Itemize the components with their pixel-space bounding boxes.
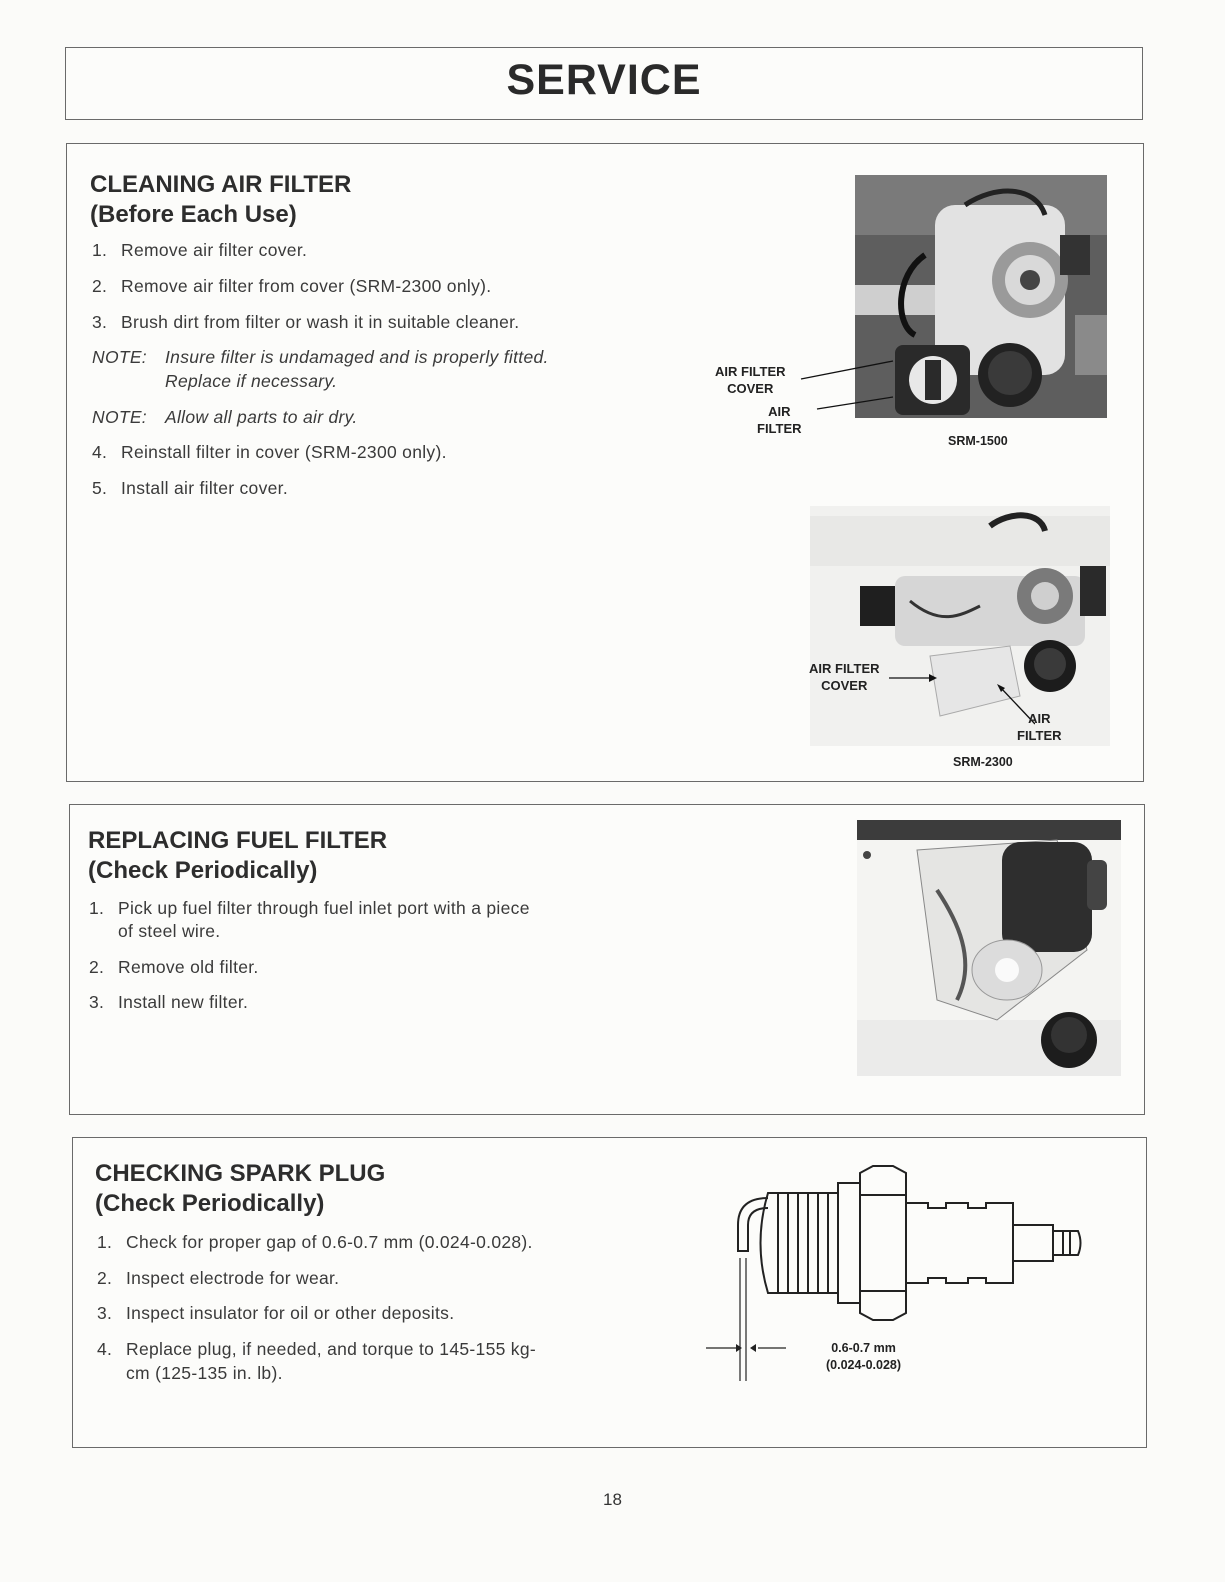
air-filter-title: CLEANING AIR FILTER [90,171,352,198]
air-filter-subtitle: (Before Each Use) [90,201,297,228]
srm2300-callout-lines [885,664,1035,734]
air-filter-steps: 1. Remove air filter cover. 2. Remove air filter from cover (SRM-2300 only). 3. Brush dirt from filter or wash it in suitable cleaner. NOTE: Insure filter is undamaged and is properly fitted. Replace if necessary. NOTE: Allow all parts to air dry. 4. Reinstall filter in cover (SRM-2300 only). 5. Install air filter cover. [92,240,549,498]
page-number: 18 [603,1490,622,1509]
air-filter-heading [90,170,351,230]
spark-plug-steps: 1. Check for proper gap of 0.6-0.7 mm (0.024-0.028). 2. Inspect electrode for wear. 3. Inspect insulator for oil or other deposits. 4. Replace plug, if needed, and torque to 145-155 kg- cm (125-135 in. lb). [97,1232,537,1383]
spark-plug-diagram [698,1163,1108,1383]
fuel-tank-photo [857,820,1121,1076]
spark-plug-title: CHECKING SPARK PLUG [95,1160,386,1187]
page-title: SERVICE [506,56,702,104]
srm1500-callout-lines [797,339,917,419]
srm1500-caption: SRM-1500 [948,434,1008,448]
srm2300-callout-cover: AIR FILTER COVER [809,661,880,693]
title-box [65,47,1143,120]
air-filter-section [66,143,1144,782]
srm1500-callout-filter: AIR FILTER [757,404,802,436]
spark-plug-subtitle: (Check Periodically) [95,1190,325,1217]
srm1500-callout-cover: AIR FILTER COVER [715,364,786,396]
fuel-filter-section [69,804,1145,1115]
fuel-filter-steps: 1. Pick up fuel filter through fuel inlet port with a piece of steel wire. 2. Remove old filter. 3. Install new filter. [89,898,530,1012]
spark-plug-gap-label: 0.6-0.7 mm (0.024-0.028) [826,1341,902,1372]
fuel-filter-title: REPLACING FUEL FILTER [88,827,388,854]
srm2300-callout-filter: AIR FILTER [1017,711,1062,743]
spark-plug-heading [95,1159,385,1219]
srm2300-caption: SRM-2300 [953,755,1013,769]
fuel-filter-subtitle: (Check Periodically) [88,857,318,884]
fuel-filter-heading [88,826,387,886]
spark-plug-section [72,1137,1147,1448]
